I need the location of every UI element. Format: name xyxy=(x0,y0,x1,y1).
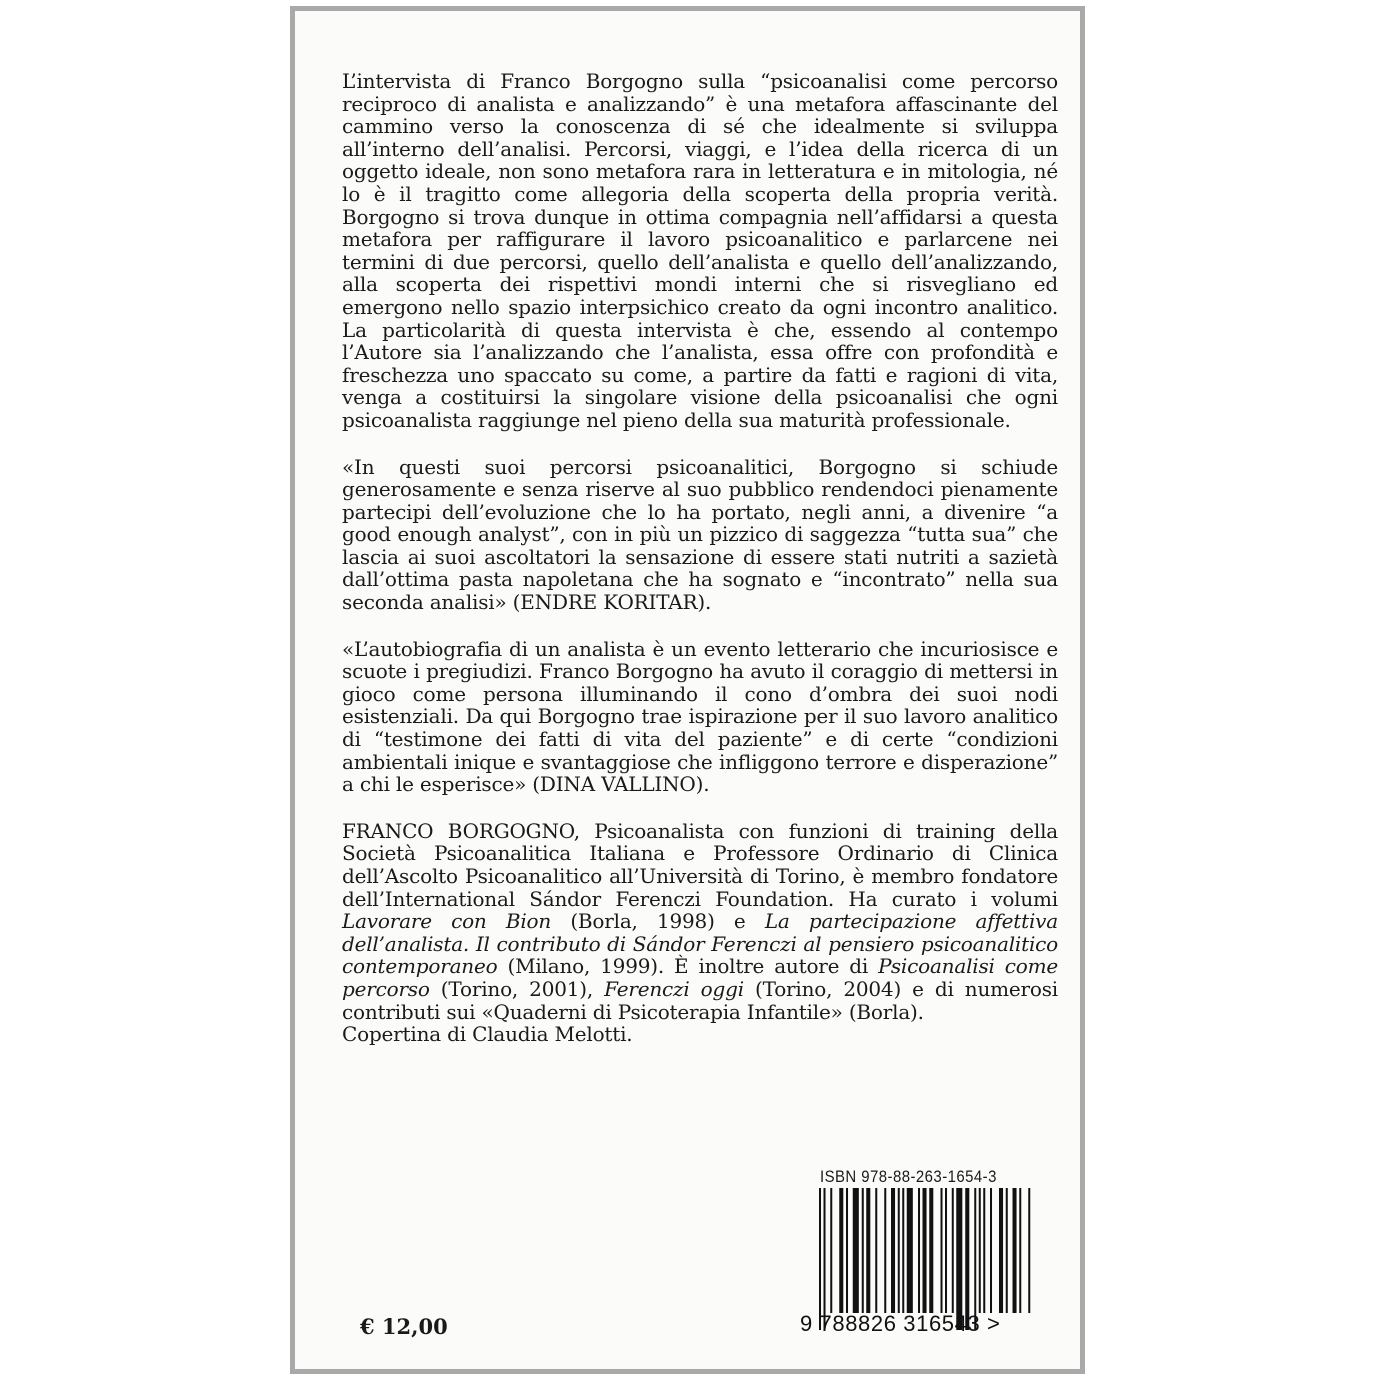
bio-text: (Torino, 2001), xyxy=(429,976,605,1001)
book-title: Ferenczi oggi xyxy=(604,976,744,1001)
bio-text: FRANCO BORGOGNO, Psicoanalista con funzioni di training della Società Psicoanalitica Italiana e Professore Ordinario di Clinica dell’Ascolto Psicoanalitico all’Università di Torino, è membro fondatore dell’International Sándor Ferenczi Foundation. Ha curato i volumi xyxy=(342,818,1058,911)
author-bio xyxy=(342,820,1058,1023)
barcode-bar xyxy=(956,1188,962,1330)
barcode-bar xyxy=(884,1188,886,1313)
barcode xyxy=(817,1188,1035,1330)
book-title: Lavorare con Bion xyxy=(342,909,552,934)
barcode-bar xyxy=(853,1188,859,1313)
barcode-bar xyxy=(999,1188,1003,1313)
barcode-bar xyxy=(902,1188,904,1313)
barcode-bar xyxy=(875,1188,877,1313)
barcode-digits: 9 788826 316543 > xyxy=(800,1311,1001,1336)
book-title: Psicoanalisi come percorso xyxy=(342,954,1058,1001)
bio-text: (Torino, 2004) e di numerosi contributi sui «Quaderni di Psicoterapia Infantile» (Borla). xyxy=(342,976,1058,1024)
barcode-bar xyxy=(846,1188,848,1313)
barcode-bar xyxy=(1019,1188,1021,1313)
barcode-bar xyxy=(819,1188,821,1330)
back-cover-text xyxy=(342,70,1058,1046)
barcode-bar xyxy=(839,1188,843,1313)
barcode-bar xyxy=(866,1188,870,1313)
barcode-bar xyxy=(990,1188,992,1313)
bio-text: (Milano, 1999). È inoltre autore di xyxy=(497,954,879,979)
barcode-bar xyxy=(945,1188,947,1313)
cover-credit: Copertina di Claudia Melotti. xyxy=(342,1022,633,1047)
barcode-bar xyxy=(983,1188,985,1313)
book-title: La partecipazione affettiva dell’analista. Il contributo di Sándor Ferenczi al pensiero psicoanalitico contemporaneo xyxy=(342,909,1058,979)
barcode-bar xyxy=(830,1188,832,1313)
barcode-bar xyxy=(1028,1188,1030,1313)
barcode-bar xyxy=(965,1188,969,1330)
barcode-bar xyxy=(1006,1188,1008,1313)
barcode-bar xyxy=(929,1188,933,1313)
barcode-bars xyxy=(817,1188,1035,1330)
review-quote-vallino: «L’autobiografia di un analista è un evento letterario che incuriosisce e scuote i pregiudizi. Franco Borgogno ha avuto il coraggio di mettersi in gioco come persona illuminando il cono d’ombra dei suoi nodi esistenziali. Da qui Borgogno trae ispirazione per il suo lavoro analitico di “testimone dei fatti di vita del paziente” e di certe “condizioni ambientali inique e svantaggiose che infliggono terrore e disperazione” a chi le esperisce» (DINA VALLINO). xyxy=(342,636,1058,797)
barcode-bar xyxy=(923,1188,927,1313)
price: € 12,00 xyxy=(360,1314,448,1339)
synopsis-paragraph: L’intervista di Franco Borgogno sulla “psicoanalisi come percorso reciproco di analista e analizzando” è una metafora affascinante del cammino verso la conoscenza di sé che idealmente si sviluppa all’interno dell’analisi. Percorsi, viaggi, e l’idea della ricerca di un oggetto ideale, non sono metafora rara in letteratura e in mitologia, né lo è il tragitto come allegoria della scoperta della propria verità. Borgogno si trova dunque in ottima compagnia nell’affidarsi a questa metafora per raffigurare il lavoro psicoanalitico e parlarcene nei termini di due percorsi, quello dell’analista e quello dell’analizzando, alla scoperta dei rispettivi mondi interni che si risvegliano ed emergono nello spazio interpsichico creato da ogni incontro analitico. La particolarità di questa intervista è che, essendo al contempo l’Autore sia l’analizzando che l’analista, essa offre con profondità e freschezza uno spaccato su come, a partire da fatti e ragioni di vita, venga a costituirsi la singolare visione della psicoanalisi che ogni psicoanalista raggiunge nel pieno della sua maturità professionale. xyxy=(342,69,1058,432)
barcode-bar xyxy=(952,1188,954,1313)
barcode-bar xyxy=(918,1188,920,1313)
barcode-bar xyxy=(941,1188,943,1313)
barcode-bar xyxy=(824,1188,826,1330)
isbn-label: ISBN 978-88-263-1654-3 xyxy=(820,1167,997,1186)
barcode-bar xyxy=(862,1188,864,1313)
review-quote-koritar: «In questi suoi percorsi psicoanalitici, Borgogno si schiude generosamente e senza riserve al suo pubblico rendendoci pienamente partecipi dell’evoluzione che lo ha portato, negli anni, a divenire “a good enough analyst”, con in più un pizzico di saggezza “tutta sua” che lascia ai suoi ascoltatori la sensazione di essere stati nutriti a sazietà dall’ottima pasta napoletana che ha sognato e “incontrato” nella sua seconda analisi» (ENDRE KORITAR). xyxy=(342,454,1058,615)
barcode-bar xyxy=(974,1188,976,1330)
barcode-bar xyxy=(891,1188,895,1313)
barcode-bar xyxy=(1013,1188,1017,1313)
barcode-bar xyxy=(979,1188,981,1313)
barcode-bar xyxy=(898,1188,900,1313)
barcode-bar xyxy=(907,1188,913,1313)
book-back-cover xyxy=(290,6,1085,1374)
bio-text: (Borla, 1998) e xyxy=(551,909,765,934)
